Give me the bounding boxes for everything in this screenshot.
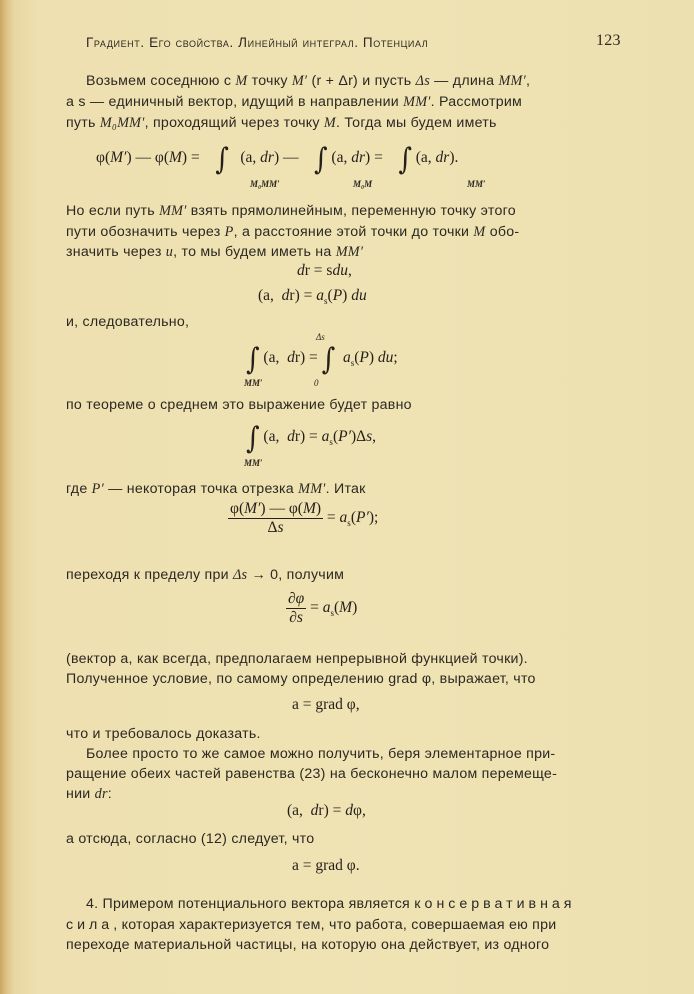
equation-3: (a, $dr) = a_s(P)$ du <box>258 287 367 307</box>
integral-limit: MM′ <box>244 458 263 468</box>
equation-7: $\frac{\partial\varphi}{\partial s}$ = $a_s(M)$ <box>288 590 358 626</box>
text-line: нии dr: <box>66 786 112 802</box>
text-line: ращение обеих частей равенства (23) на бесконечно малом перемеще- <box>66 766 558 782</box>
text-line: сила, которая характеризуется тем, что работа, совершаемая ею при <box>66 917 557 933</box>
running-title: Градиент. Его свойства. Линейный интеграл. Потенциал <box>86 35 429 50</box>
equation-2: dr = sdu, <box>297 262 352 279</box>
integral-sign: ∫ <box>314 142 328 178</box>
text-line: а отсюда, согласно (12) следует, что <box>66 831 315 847</box>
text-line: a s — единичный вектор, идущий в направлении MM′. Рассмотрим <box>66 94 523 110</box>
equation-6: $\frac{\varphi(M') — \varphi(M)}{\Delta s}$ = $a_s(P')$; <box>230 500 379 536</box>
text-line: (вектор a, как всегда, предполагаем непрерывной функцией точки). <box>66 651 528 667</box>
page-number: 123 <box>596 32 621 49</box>
equation-4: ∫ (a, dr) = ∫ $a_s(P)$ du; <box>246 342 398 378</box>
text-line: где P′ — некоторая точка отрезка MM′. Итак <box>66 481 366 497</box>
integral-sign: ∫ <box>215 142 229 178</box>
text-line: по теореме о среднем это выражение будет равно <box>66 397 412 413</box>
equation-8: a = grad φ, <box>292 696 360 713</box>
text-line: 4. Примером потенциального вектора является консервативная <box>86 896 576 912</box>
text-line: переходя к пределу при Δs → 0, получим <box>66 567 345 583</box>
text-line: Возьмем соседнюю с M точку M′ (r + Δr) и пусть Δs — длина MM′, <box>86 73 531 89</box>
text-line: Полученное условие, по самому определению grad φ, выражает, что <box>66 671 536 687</box>
text-line: пути обозначить через P, а расстояние этой точки до точки M обо- <box>66 224 520 240</box>
equation-9: (a, dr) = dφ, <box>287 802 366 819</box>
text-line: Более просто то же самое можно получить, беря элементарное при- <box>86 746 556 762</box>
equation-5: ∫ (a, $dr) = a_s(P')\Delta s$, <box>246 421 377 457</box>
text-line: что и требовалось доказать. <box>66 726 261 742</box>
integral-upper-limit: Δs <box>316 332 325 342</box>
integral-lower-limit: 0 <box>314 378 319 388</box>
integral-limit: M₀MM′ <box>250 179 280 189</box>
text-line: значить через u, то мы будем иметь на MM′ <box>66 244 364 260</box>
integral-limit: MM′ <box>467 179 486 189</box>
text-line: и, следовательно, <box>66 314 190 330</box>
text-line: Но если путь MM′ взять прямолинейным, переменную точку этого <box>66 203 516 219</box>
text-line: переходе материальной частицы, на которую она действует, из одного <box>66 937 550 953</box>
equation-1: φ(M′) — φ(M) = ∫ (a, dr) — ∫ (a, dr) = ∫ (a, dr). <box>96 142 459 178</box>
integral-limit: MM′ <box>244 378 263 388</box>
integral-limit: M₀M <box>353 179 373 189</box>
equation-10: a = grad φ. <box>292 857 360 874</box>
integral-sign: ∫ <box>398 142 412 178</box>
text-line: путь M₀MM′, проходящий через точку M. Тогда мы будем иметь <box>66 115 497 131</box>
